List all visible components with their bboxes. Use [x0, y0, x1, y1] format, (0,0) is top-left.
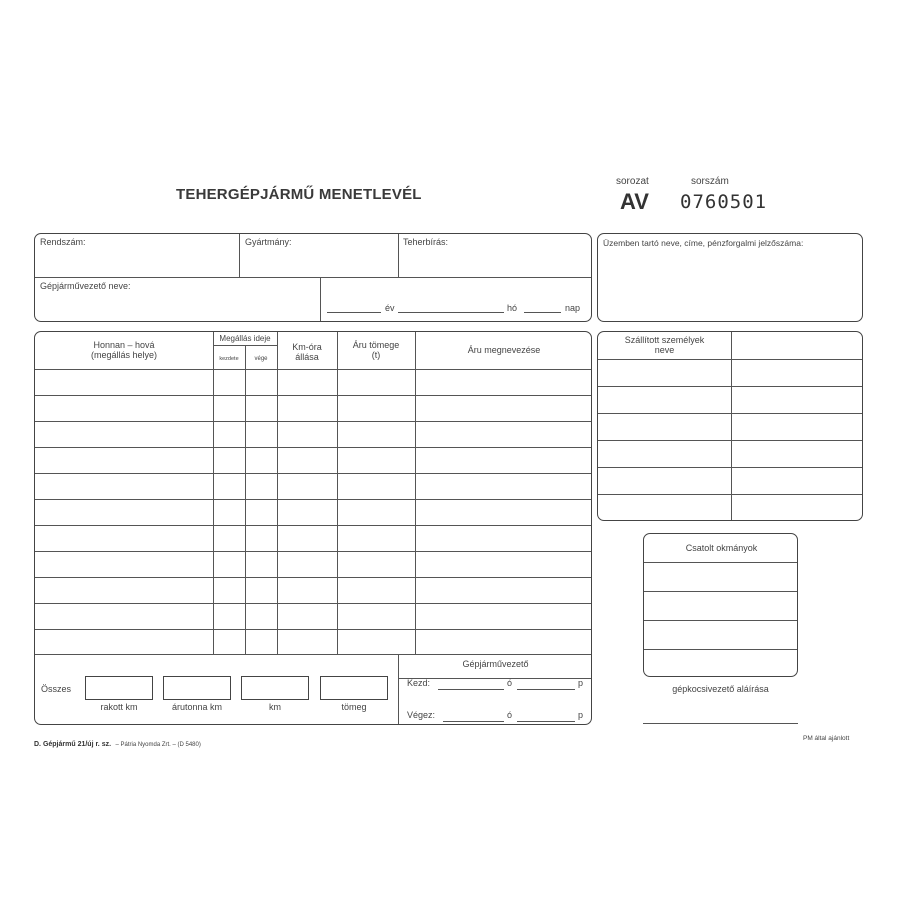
end-label: Végez:: [407, 710, 436, 720]
number-label: sorszám: [691, 176, 729, 187]
col-from-to-header: Honnan – hová (megállás helye): [90, 340, 158, 360]
col-end-header: vége: [254, 356, 268, 362]
mass-box[interactable]: [320, 676, 388, 700]
documents-header: Csatolt okmányok: [685, 543, 758, 553]
day-line[interactable]: [524, 312, 561, 313]
loaded-km-label: rakott km: [100, 702, 138, 712]
passengers-table: [597, 331, 863, 521]
driver-times-title: Gépjárművezető: [462, 659, 529, 669]
end-minute-label: p: [578, 710, 584, 720]
col-stop-time-header: Megállás ideje: [219, 334, 271, 343]
col-goods-header: Áru megnevezése: [467, 345, 541, 355]
plate-label: Rendszám:: [40, 237, 86, 247]
month-label: hó: [507, 303, 518, 313]
form-title: TEHERGÉPJÁRMŰ MENETLEVÉL: [176, 186, 422, 203]
vehicle-info-box: [34, 233, 592, 322]
start-minute-line[interactable]: [517, 689, 575, 690]
loaded-km-box[interactable]: [85, 676, 153, 700]
start-minute-label: p: [578, 678, 584, 688]
end-hour-line[interactable]: [443, 721, 504, 722]
end-minute-line[interactable]: [517, 721, 575, 722]
year-line[interactable]: [327, 312, 381, 313]
month-line[interactable]: [398, 312, 504, 313]
passengers-header: Szállított személyek neve: [624, 335, 705, 355]
col-start-header: kezdete: [219, 356, 239, 362]
km-label: km: [269, 702, 281, 712]
start-label: Kezd:: [407, 678, 431, 688]
documents-table: [643, 533, 798, 677]
col-km-header: Km-óra állása: [292, 342, 322, 362]
mass-label: tömeg: [341, 702, 367, 712]
series-label: sorozat: [616, 176, 649, 187]
series-value: AV: [620, 189, 649, 214]
ton-km-box[interactable]: [163, 676, 231, 700]
year-label: év: [385, 303, 395, 313]
km-box[interactable]: [241, 676, 309, 700]
totals-label: Összes: [41, 684, 72, 694]
signature-line[interactable]: [643, 723, 798, 724]
footer-code: D. Gépjármű 21/új r. sz. – Pátria Nyomda Zrt. – (D 5480): [34, 741, 201, 748]
day-label: nap: [565, 303, 581, 313]
start-hour-line[interactable]: [438, 689, 504, 690]
col-weight-header: Áru tömege (t): [352, 340, 400, 360]
serial-number: 0760501: [680, 191, 768, 213]
driver-name-label: Gépjárművezető neve:: [40, 281, 131, 291]
operator-label: Üzemben tartó neve, címe, pénzforgalmi jelzőszáma:: [603, 238, 804, 248]
end-hour-label: ó: [507, 710, 513, 720]
signature-label: gépkocsivezető aláírása: [672, 684, 769, 694]
trip-table: [34, 331, 592, 725]
make-label: Gyártmány:: [245, 237, 292, 247]
footer-approved: PM által ajánlott: [803, 735, 850, 742]
operator-box: [597, 233, 863, 322]
start-hour-label: ó: [507, 678, 513, 688]
capacity-label: Teherbírás:: [403, 237, 449, 247]
ton-km-label: árutonna km: [171, 702, 223, 712]
